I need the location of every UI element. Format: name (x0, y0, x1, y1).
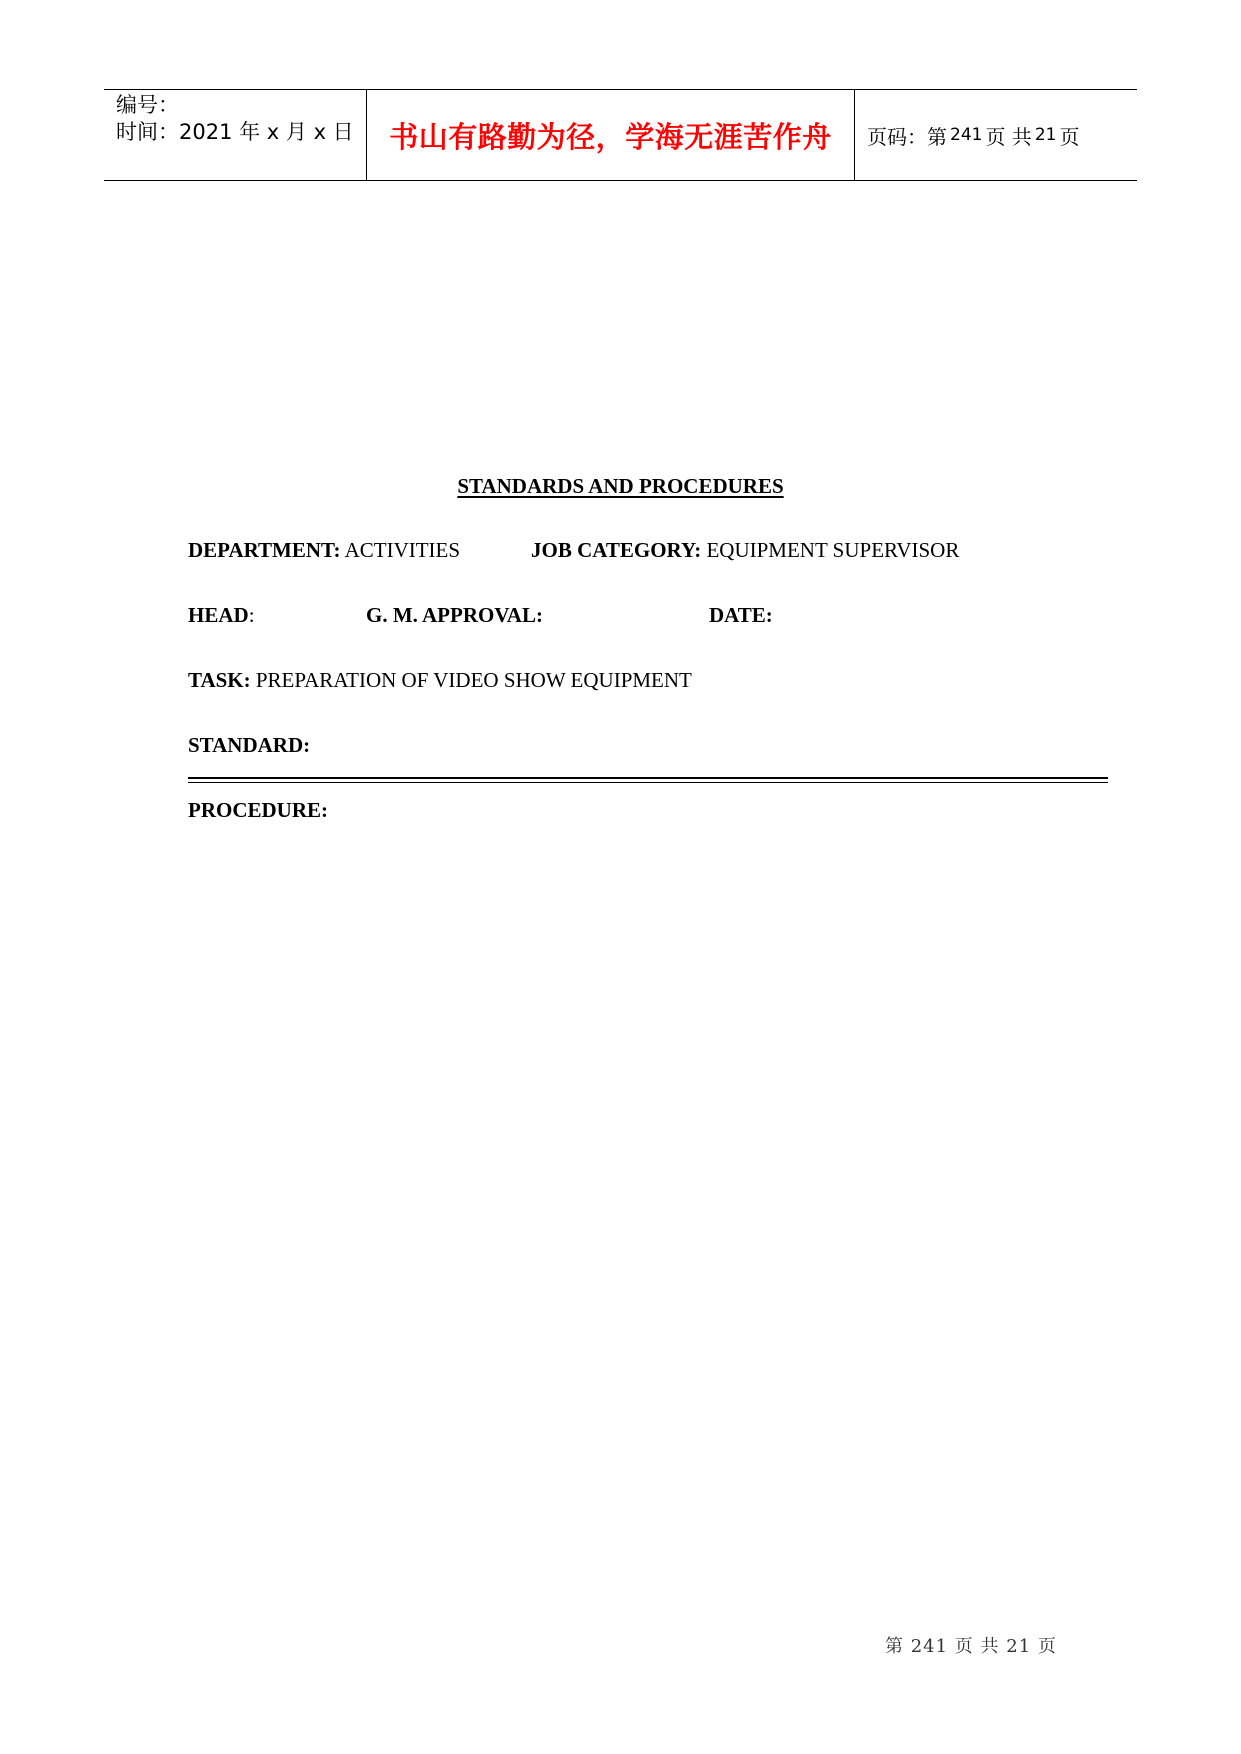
gm-approval-label: G. M. APPROVAL: (366, 603, 543, 627)
head-row (188, 603, 255, 628)
section-divider-thick (188, 777, 1108, 779)
date-label: DATE: (709, 603, 773, 627)
section-divider-thin (188, 782, 1108, 783)
page-total-number: 21 (1034, 125, 1057, 145)
page-suffix: 页 (1059, 124, 1080, 149)
time-label: 时间：2021 年 x 月 x 日 (116, 120, 354, 144)
header-page-cell (855, 90, 1137, 180)
head-colon: : (248, 603, 255, 627)
task-row (188, 668, 692, 693)
task-value: PREPARATION OF VIDEO SHOW EQUIPMENT (250, 668, 692, 692)
motto-text: 书山有路勤为径，学海无涯苦作舟 (389, 119, 832, 154)
department-row (188, 538, 460, 563)
header-meta-cell (104, 90, 367, 180)
page-mid: 页 共 (985, 124, 1032, 149)
serial-number-label: 编号： (116, 93, 179, 117)
head-label: HEAD (188, 603, 249, 627)
header-motto-cell (367, 90, 855, 180)
page-footer: 第 241 页 共 21 页 (885, 1636, 1057, 1657)
page-header (104, 89, 1137, 181)
document-title: STANDARDS AND PROCEDURES (457, 474, 784, 498)
page-prefix: 页码：第 (867, 124, 947, 149)
job-category-value: EQUIPMENT SUPERVISOR (701, 538, 960, 562)
procedure-label: PROCEDURE: (188, 798, 328, 822)
department-value: ACTIVITIES (340, 538, 461, 562)
task-label: TASK: (188, 668, 251, 692)
page-current-number: 241 (950, 125, 983, 145)
department-label: DEPARTMENT: (188, 538, 341, 562)
job-category-label: JOB CATEGORY: (531, 538, 702, 562)
job-category-row (531, 538, 959, 563)
standard-label: STANDARD: (188, 733, 311, 757)
